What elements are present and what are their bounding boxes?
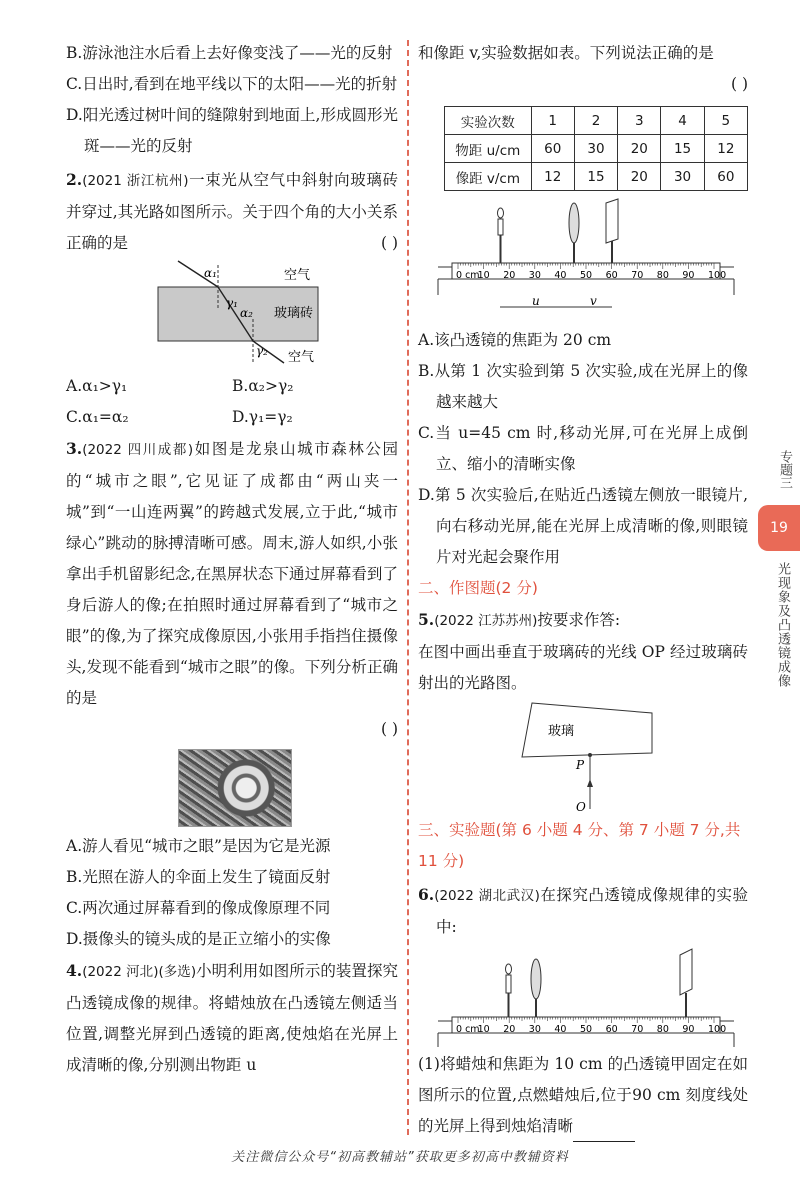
q3-option-c: C.两次通过屏幕看到的像成像原理不同 — [66, 899, 331, 917]
glass-block — [522, 703, 652, 757]
convex-lens — [531, 959, 541, 999]
glass-block-figure — [418, 699, 748, 815]
ruler-tick-label: 0 cm — [456, 1024, 480, 1035]
table-cell: 30 — [574, 135, 617, 163]
q2-text: 一束光从空气中斜射向玻璃砖并穿过,其光路如图所示。关于四个角的大小关系正确的是 — [66, 171, 398, 252]
ruler-tick-label: 90 — [682, 270, 695, 281]
q4-continued: 和像距 v,实验数据如表。下列说法正确的是 — [418, 44, 714, 62]
q6-source: (2022 湖北武汉) — [434, 888, 540, 904]
glass-refraction-figure — [66, 259, 398, 371]
table-cell: 15 — [574, 163, 617, 191]
q4-paren: ( ) — [730, 75, 748, 93]
light-screen — [606, 199, 618, 243]
q1-option-b: B.游泳池注水后看上去好像变浅了——光的反射 — [66, 44, 393, 62]
table-row — [445, 107, 748, 135]
sidebar-topic: 专题三 — [777, 450, 792, 489]
label-o: O — [576, 800, 586, 814]
q3-text: 如图是龙泉山城市森林公园的“城市之眼”,它见证了成都由“两山夹一城”到“一山连两翼”的跨越式发展,立于此,“城市绿心”跳动的脉搏清晰可感。周末,游人如织,小张拿出手机留影纪念,在黑屏状态下通过屏幕看到了身后游人的像;在拍照时通过屏幕看到了“城市之眼”的像,为了探究成像原因,小张用手指挡住摄像头,发现不能看到“城市之眼”的像。下列分析正确的是 — [66, 440, 398, 707]
ruler-tick-label: 20 — [503, 270, 516, 281]
q3-paren: ( ) — [380, 720, 398, 738]
q3-number: 3. — [66, 439, 83, 458]
ray-arrow — [587, 779, 593, 787]
q6-text: 在探究凸透镜成像规律的实验中: — [436, 886, 748, 936]
q4-option-c: C.当 u=45 cm 时,移动光屏,可在光屏上成倒立、缩小的清晰实像 — [418, 424, 748, 473]
q4-option-d: D.第 5 次实验后,在贴近凸透镜左侧放一眼镜片,向右移动光屏,能在光屏上成清晰的像,则眼镜片对光起会聚作用 — [418, 486, 748, 566]
table-cell: 60 — [704, 163, 747, 191]
ruler-tick-label: 60 — [605, 1024, 618, 1035]
q6-sub1-text: (1)将蜡烛和焦距为 10 cm 的凸透镜甲固定在如图所示的位置,点燃蜡烛后,位于90 cm 刻度线处的光屏上得到烛焰清晰 — [418, 1055, 748, 1135]
q4-source: (2022 河北)(多选) — [82, 964, 197, 980]
convex-lens — [569, 203, 579, 243]
label-v: v — [590, 294, 597, 308]
label-gamma1: γ₁ — [226, 296, 238, 310]
q5-text2: 在图中画出垂直于玻璃砖的光线 OP 经过玻璃砖射出的光路图。 — [418, 643, 748, 692]
ruler-tick-label: 50 — [580, 270, 593, 281]
label-glass-block: 玻璃 — [548, 724, 575, 739]
ruler-tick-label: 70 — [631, 1024, 644, 1035]
ruler-tick-label: 20 — [503, 1024, 516, 1035]
ruler-tick-label: 0 cm — [456, 270, 480, 281]
q2-options — [66, 371, 398, 433]
q2-option-a: A.α₁>γ₁ — [66, 377, 128, 395]
candle-flame — [498, 208, 504, 218]
left-column — [66, 38, 398, 1081]
q1-option-d: D.阳光透过树叶间的缝隙射到地面上,形成圆形光斑——光的反射 — [66, 106, 398, 155]
q5-text1: 按要求作答: — [537, 611, 621, 629]
label-gamma2: γ₂ — [256, 344, 268, 358]
q2-paren: ( ) — [380, 234, 398, 252]
answer-blank[interactable] — [573, 1123, 635, 1142]
q4-option-b: B.从第 1 次实验到第 5 次实验,成在光屏上的像越来越大 — [418, 362, 748, 411]
table-cell: 20 — [618, 135, 661, 163]
ruler-tick-label: 30 — [528, 1024, 541, 1035]
experiment-table — [444, 106, 748, 191]
candle-flame — [506, 964, 512, 974]
table-row — [445, 163, 748, 191]
q3-option-b: B.光照在游人的伞面上发生了镜面反射 — [66, 868, 331, 886]
q6-stem — [418, 879, 748, 943]
table-cell: 4 — [661, 107, 704, 135]
table-cell: 30 — [661, 163, 704, 191]
q2-option-c: C.α₁=α₂ — [66, 408, 129, 426]
city-eye-photo — [178, 749, 292, 827]
q4-option-a: A.该凸透镜的焦距为 20 cm — [418, 331, 612, 349]
candle — [506, 975, 511, 993]
q2-number: 2. — [66, 170, 83, 189]
ruler-tick-label: 40 — [554, 1024, 567, 1035]
ruler-tick-label: 80 — [656, 1024, 669, 1035]
q6-number: 6. — [418, 885, 435, 904]
q4-number: 4. — [66, 961, 83, 980]
ruler-tick-label: 60 — [605, 270, 618, 281]
ruler-tick-label: 40 — [554, 270, 567, 281]
ruler-tick-label: 100 — [708, 270, 727, 281]
ruler-ticks-2 — [456, 1017, 726, 1035]
ruler-tick-label: 100 — [708, 1024, 727, 1035]
q1-option-c: C.日出时,看到在地平线以下的太阳——光的折射 — [66, 75, 398, 93]
table-cell: 12 — [531, 163, 574, 191]
table-cell: 实验次数 — [445, 107, 532, 135]
table-cell: 1 — [531, 107, 574, 135]
candle — [498, 219, 503, 235]
column-divider — [407, 40, 409, 1135]
table-cell: 20 — [618, 163, 661, 191]
footer-note: 关注微信公众号“初高教辅站”获取更多初高中教辅资料 — [231, 1150, 569, 1165]
table-cell: 5 — [704, 107, 747, 135]
ruler-tick-label: 70 — [631, 270, 644, 281]
label-glass: 玻璃砖 — [274, 306, 314, 321]
table-cell: 像距 v/cm — [445, 163, 532, 191]
q5-number: 5. — [418, 610, 435, 629]
q3-option-d: D.摄像头的镜头成的是正立缩小的实像 — [66, 930, 331, 948]
ruler-tick-label: 10 — [477, 270, 490, 281]
q4-stem — [66, 955, 398, 1081]
optical-bench-figure-2 — [418, 943, 748, 1049]
section-experiment-heading: 三、实验题(第 6 小题 4 分、第 7 小题 7 分,共 11 分) — [418, 821, 741, 870]
q5-stem — [418, 604, 748, 637]
table-row — [445, 135, 748, 163]
light-screen — [680, 949, 692, 995]
optical-bench-figure-1 — [418, 197, 748, 325]
q5-source: (2022 江苏苏州) — [434, 613, 538, 629]
label-u: u — [532, 294, 540, 308]
ruler-tick-label: 80 — [656, 270, 669, 281]
q3-source: (2022 四川成都) — [82, 442, 194, 458]
label-air-top: 空气 — [284, 268, 311, 283]
table-cell: 3 — [618, 107, 661, 135]
q6-sub1 — [418, 1049, 748, 1142]
table-cell: 60 — [531, 135, 574, 163]
q2-source: (2021 浙江杭州) — [82, 173, 189, 189]
ruler-tick-label: 90 — [682, 1024, 695, 1035]
label-p: P — [576, 758, 585, 772]
table-cell: 15 — [661, 135, 704, 163]
table-cell: 2 — [574, 107, 617, 135]
table-cell: 物距 u/cm — [445, 135, 532, 163]
page-number-tab: 19 — [758, 505, 800, 551]
ruler-tick-label: 10 — [477, 1024, 490, 1035]
label-alpha1: α₁ — [204, 266, 217, 280]
ruler-tick-label: 30 — [528, 270, 541, 281]
table-cell: 12 — [704, 135, 747, 163]
ruler-tick-label: 50 — [580, 1024, 593, 1035]
right-column — [418, 38, 748, 1142]
q2-option-b: B.α₂>γ₂ — [232, 377, 294, 395]
q2-option-d: D.γ₁=γ₂ — [232, 408, 293, 426]
q4-text: 小明利用如图所示的装置探究凸透镜成像的规律。将蜡烛放在凸透镜左侧适当位置,调整光屏到凸透镜的距离,使烛焰在光屏上成清晰的像,分别测出物距 u — [66, 962, 398, 1074]
label-alpha2: α₂ — [240, 306, 253, 320]
section-drawing-heading: 二、作图题(2 分) — [418, 579, 538, 597]
q3-stem — [66, 433, 398, 714]
label-air-bottom: 空气 — [288, 350, 315, 365]
ruler-ticks-1 — [456, 263, 726, 281]
sidebar-subtitle: 光现象及凸透镜成像 — [775, 562, 790, 688]
q3-option-a: A.游人看见“城市之眼”是因为它是光源 — [66, 837, 331, 855]
